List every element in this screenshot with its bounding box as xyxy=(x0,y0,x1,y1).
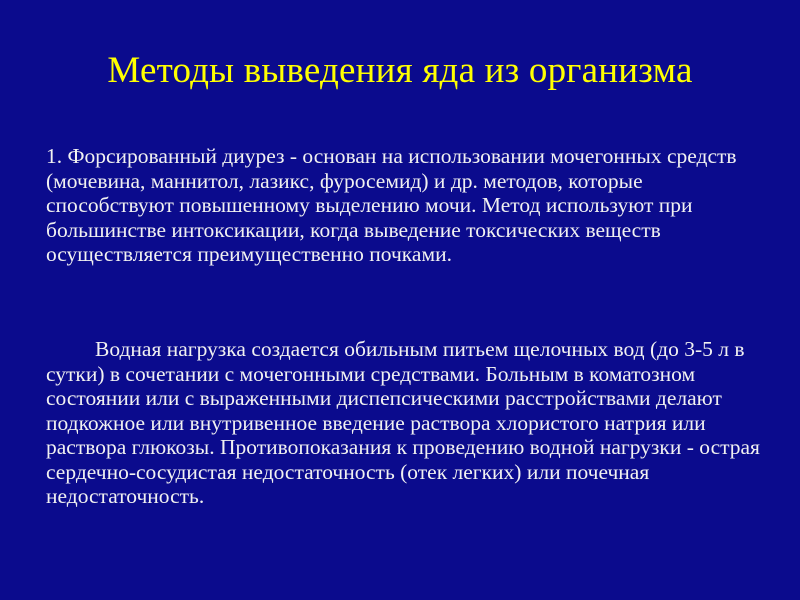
paragraph-water-load: Водная нагрузка создается обильным питьем щелочных вод (до 3-5 л в сутки) в сочетании с мочегонными средствами. Больным в коматозном состоянии или с выраженными диспепсическими расстройствами делают подкожное или внутривенное введение раствора хлористого натрия или раствора глюкозы. Противопоказания к проведению водной нагрузки - острая сердечно-сосудистая недостаточность (отек легких) или почечная недостаточность. xyxy=(46,337,760,508)
paragraph-forced-diuresis: 1. Форсированный диурез - основан на использовании мочегонных средств (мочевина, маннитол, лазикс, фуросемид) и др. методов, которые способствуют повышенному выделению мочи. Метод используют при большинстве интоксикации, когда выведение токсических веществ осуществляется преимущественно почками. xyxy=(46,144,737,266)
slide-title: Методы выведения яда из организма xyxy=(107,50,693,91)
